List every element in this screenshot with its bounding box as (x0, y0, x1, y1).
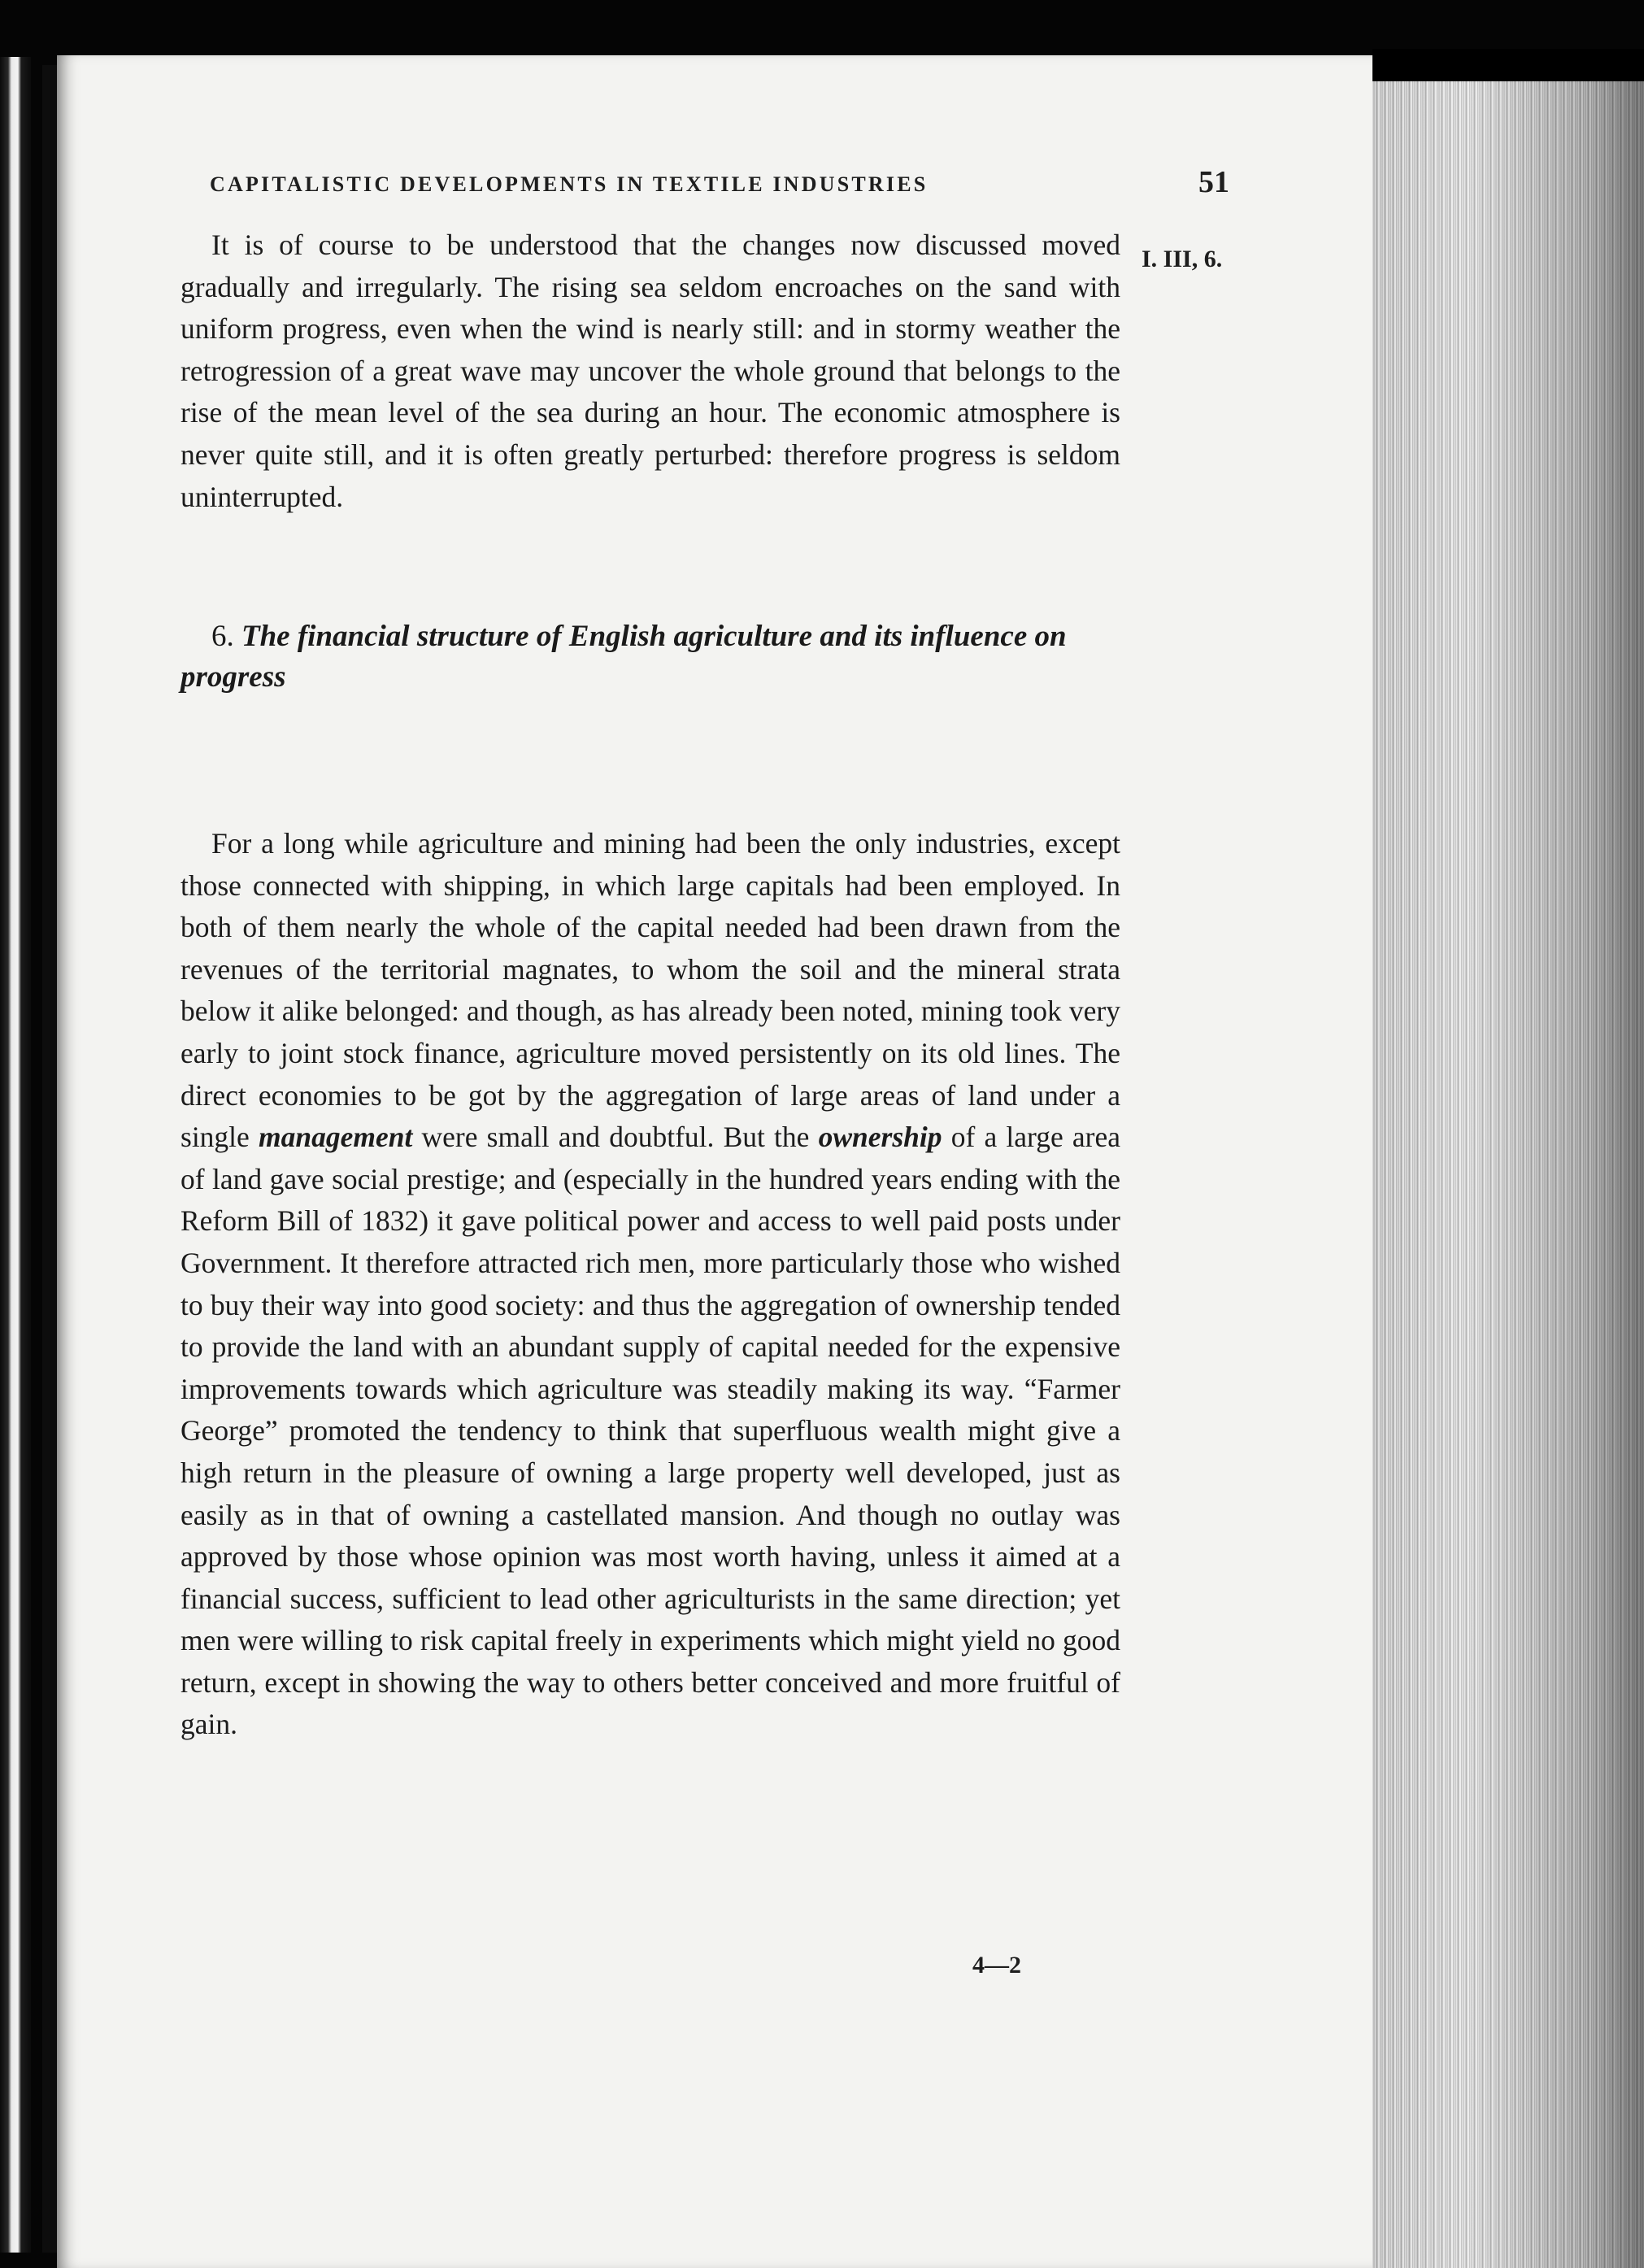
emphasis-management: management (259, 1121, 413, 1154)
paragraph-text: For a long while agriculture and mining had been the only industries, except those connected with shipping, in which large capitals had been employed. In both of them nearly the whole of the capital needed had been drawn from the revenues of the territorial magnates, to whom the soil and the mineral strata below it alike belonged: and though, as has already been noted, mining took very early to joint stock finance, agriculture moved persistently on its old lines. The direct economies to be got by the aggregation of large areas of land under a single (180, 827, 1120, 1154)
section-number: 6. (211, 620, 234, 653)
paragraph-agriculture-finance (180, 823, 1120, 1746)
signature-mark: 4—2 (972, 1952, 1021, 1979)
paragraph-text: were small and doubtful. But the (421, 1121, 810, 1154)
page-fore-edge-shade (1372, 65, 1644, 2268)
running-head: CAPITALISTIC DEVELOPMENTS IN TEXTILE INDUSTRIES (210, 172, 929, 196)
book-gutter (42, 65, 59, 2253)
left-page-edge (0, 57, 31, 2253)
paragraph-text: of a large area of land gave social prestige; and (especially in the hundred years ending with the Reform Bill of 1832) it gave political power and access to well paid posts under Government. It therefore attracted rich men, more particularly those who wished to buy their way into good society: and thus the aggregation of ownership tended to provide the land with an abundant supply of capital needed for the expensive improvements towards which agriculture was steadily making its way. “Farmer George” promoted the tendency to think that superfluous wealth might give a high return in the pleasure of owning a large property well developed, just as easily as in that of owning a castellated mansion. And though no outlay was approved by those whose opinion was most worth having, unless it aimed at a financial success, sufficient to lead other agriculturists in the same direction; yet men were willing to risk capital freely in experiments which might yield no good return, except in showing the way to others better conceived and more fruitful of gain. (180, 1121, 1121, 1741)
margin-reference: I. III, 6. (1142, 246, 1223, 272)
paragraph-changes-gradual: It is of course to be understood that the changes now discussed moved gradually and irregularly. The rising sea seldom encroaches on the sand with uniform progress, even when the wind is nearly still: and in stormy weather the retrogression of a great wave may uncover the whole ground that belongs to the rise of the mean level of the sea during an hour. The economic atmosphere is never quite still, and it is often greatly perturbed: therefore progress is seldom uninterrupted. (180, 229, 1120, 513)
section-heading (180, 616, 1120, 698)
page-fore-edge-top (1372, 49, 1644, 81)
section-title: The financial structure of English agriculture and its influence on progress (180, 620, 1067, 694)
emphasis-ownership: ownership (818, 1121, 942, 1154)
page-number: 51 (1198, 165, 1229, 199)
